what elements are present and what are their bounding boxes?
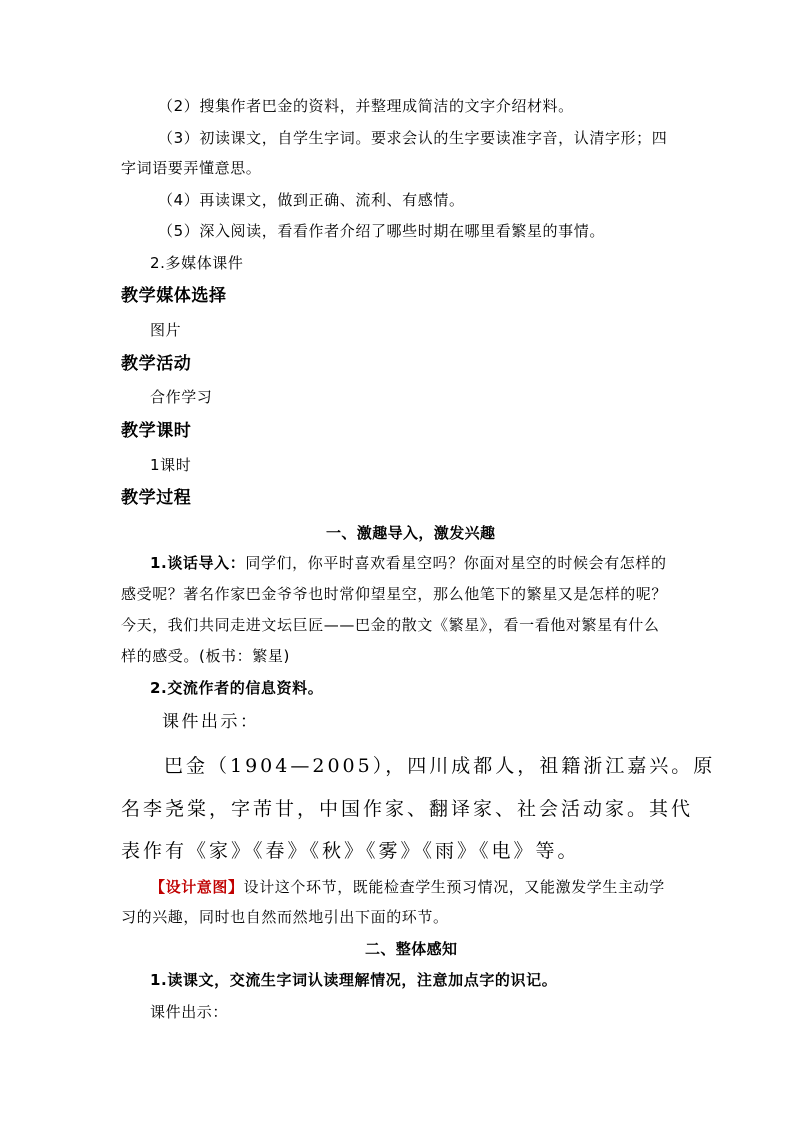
- part1-title: 一、激趣导入，激发兴趣: [326, 524, 496, 542]
- part1-p1-line-1: [150, 553, 667, 573]
- part1-courseware-label: 课件出示：: [162, 712, 260, 732]
- section-value-hours: 1课时: [150, 456, 192, 474]
- design-intent-line-2: 习的兴趣，同时也自然而然地引出下面的环节。: [121, 908, 449, 926]
- part1-p1-line-4: 样的感受。(板书：繁星): [121, 647, 290, 665]
- section-value-media: 图片: [150, 321, 182, 339]
- part1-p1-line-2: 感受呢？著名作家巴金爷爷也时常仰望星空，那么他笔下的繁星又是怎样的呢？: [121, 585, 668, 603]
- prep-item-5: （5）深入阅读，看看作者介绍了哪些时期在哪里看繁星的事情。: [158, 222, 605, 240]
- quote-line-1: 巴金（1904—2005），四川成都人，祖籍浙江嘉兴。原: [164, 755, 716, 777]
- prep-multimedia: 2.多媒体课件: [150, 254, 244, 272]
- design-intent-text: 设计这个环节，既能检查学生预习情况，又能激发学生主动学: [243, 878, 665, 896]
- section-heading-activity: 教学活动: [121, 354, 192, 374]
- prep-item-3-line-2: 字词语要弄懂意思。: [121, 159, 262, 177]
- section-heading-media: 教学媒体选择: [121, 286, 227, 306]
- prep-item-4: （4）再读课文，做到正确、流利、有感情。: [158, 191, 465, 209]
- part1-p1-text: 同学们，你平时喜欢看星空吗？你面对星空的时候会有怎样的: [245, 554, 667, 572]
- quote-line-2: 名李尧棠，字芾甘，中国作家、翻译家、社会活动家。其代: [121, 798, 694, 820]
- part2-title: 二、整体感知: [365, 940, 458, 958]
- section-value-activity: 合作学习: [150, 388, 213, 406]
- part1-p2: 2.交流作者的信息资料。: [150, 679, 324, 697]
- part1-p1-line-3: 今天，我们共同走进文坛巨匠——巴金的散文《繁星》，看一看他对繁星有什么: [121, 616, 660, 634]
- section-heading-process: 教学过程: [121, 488, 192, 508]
- section-heading-hours: 教学课时: [121, 421, 192, 441]
- design-intent-line-1: [150, 877, 665, 897]
- part2-courseware-label: 课件出示：: [150, 1003, 229, 1021]
- prep-item-2: （2）搜集作者巴金的资料，并整理成简洁的文字介绍材料。: [158, 97, 574, 115]
- part1-p1-label: 1.谈话导入：: [150, 554, 246, 572]
- quote-line-3: 表作有《家》《春》《秋》《雾》《雨》《电》等。: [121, 840, 580, 862]
- prep-item-3-line-1: （3）初读课文，自学生字词。要求会认的生字要读准字音，认清字形；四: [158, 129, 668, 147]
- design-intent-tag: 【设计意图】: [150, 878, 244, 896]
- part2-p1: 1.读课文，交流生字词认读理解情况，注意加点字的识记。: [150, 971, 558, 989]
